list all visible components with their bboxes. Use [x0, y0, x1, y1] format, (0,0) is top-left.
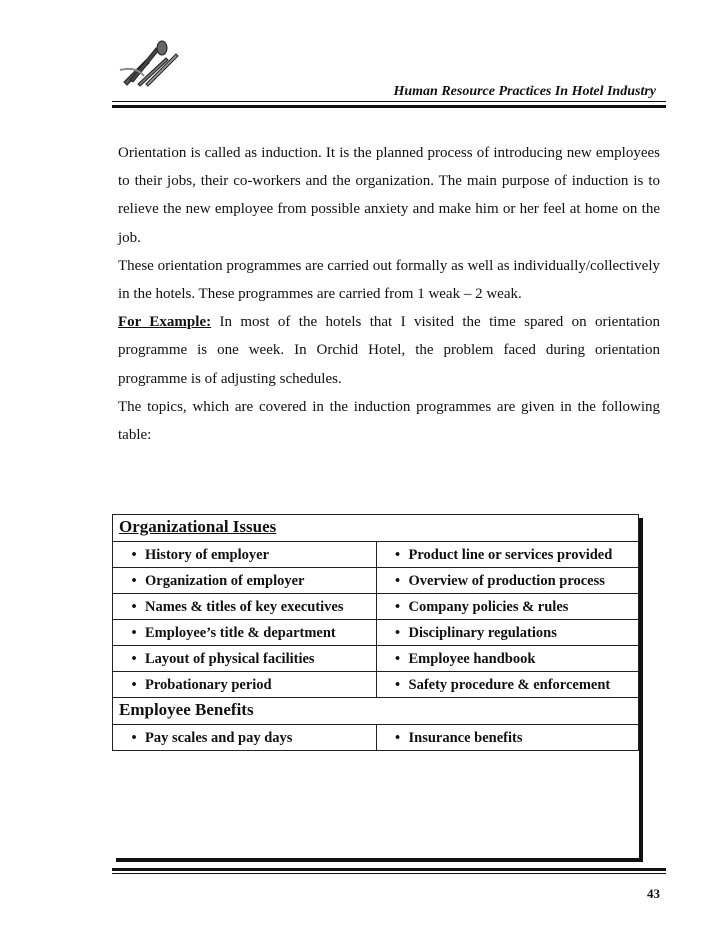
table-cell: • Employee handbook	[376, 646, 639, 672]
header-rule-thick	[112, 105, 666, 108]
footer-rule	[112, 873, 666, 874]
table-cell: • Names & titles of key executives	[113, 594, 377, 620]
table-row	[113, 672, 639, 698]
bullet-icon: •	[394, 677, 401, 693]
table-cell: • Disciplinary regulations	[376, 620, 639, 646]
bullet-icon: •	[131, 677, 137, 693]
table-cell: • Organization of employer	[113, 568, 377, 594]
table-row	[113, 594, 639, 620]
table-cell: • Probationary period	[113, 672, 377, 698]
table-cell: • Safety procedure & enforcement	[376, 672, 639, 698]
body-text	[118, 139, 660, 449]
bullet-icon: •	[131, 599, 137, 615]
section-row	[113, 515, 639, 542]
induction-topics-table	[112, 514, 639, 751]
bullet-icon: •	[394, 625, 401, 641]
table-cell: • Layout of physical facilities	[113, 646, 377, 672]
section-heading	[113, 515, 639, 542]
table-cell: • Insurance benefits	[376, 725, 639, 751]
table-cell: • Pay scales and pay days	[113, 725, 377, 751]
page-number: 43	[647, 886, 660, 901]
section-row	[113, 698, 639, 725]
bullet-icon: •	[131, 730, 137, 746]
table-row	[113, 620, 639, 646]
bullet-icon: •	[394, 547, 401, 563]
section-heading: Employee Benefits	[113, 698, 639, 725]
cutlery-logo-icon	[116, 40, 186, 90]
header-title: Human Resource Practices In Hotel Industry	[393, 84, 656, 99]
table-row	[113, 646, 639, 672]
bullet-icon: •	[394, 573, 401, 589]
table-shadow-bottom	[116, 858, 643, 862]
example-label: For Example:	[118, 314, 212, 331]
table-row	[113, 725, 639, 751]
header-rule	[112, 101, 666, 102]
paragraph-example	[118, 308, 660, 393]
table-cell: • Employee’s title & department	[113, 620, 377, 646]
bullet-icon: •	[394, 599, 401, 615]
table-row	[113, 542, 639, 568]
table-cell: • Company policies & rules	[376, 594, 639, 620]
table-shadow-right	[639, 518, 643, 862]
table-row	[113, 568, 639, 594]
paragraph-topics: The topics, which are covered in the induction programmes are given in the following table:	[118, 398, 660, 444]
bullet-icon: •	[131, 573, 137, 589]
paragraph-induction: Orientation is called as induction. It is the planned process of introducing new employees to their jobs, their co-workers and the organization. The main purpose of induction is to relieve the new employee from possible anxiety and make him or her feel at home on the job.	[118, 145, 660, 246]
section-heading-text: Organizational Issues	[119, 517, 277, 536]
paragraph-programmes: These orientation programmes are carried out formally as well as individually/collectively in the hotels. These programmes are carried from 1 weak – 2 weak.	[118, 257, 660, 303]
bullet-icon: •	[394, 730, 401, 746]
table-cell: • Product line or services provided	[376, 542, 639, 568]
bullet-icon: •	[131, 651, 137, 667]
bullet-icon: •	[394, 651, 401, 667]
bullet-icon: •	[131, 625, 137, 641]
table-cell: • Overview of production process	[376, 568, 639, 594]
bullet-icon: •	[131, 547, 137, 563]
footer-rule-thick	[112, 868, 666, 871]
example-text: In most of the hotels that I visited the time spared on orientation programme is one week. In Orchid Hotel, the problem faced during orientation programme is of adjusting schedules.	[118, 314, 661, 387]
table-cell: • History of employer	[113, 542, 377, 568]
